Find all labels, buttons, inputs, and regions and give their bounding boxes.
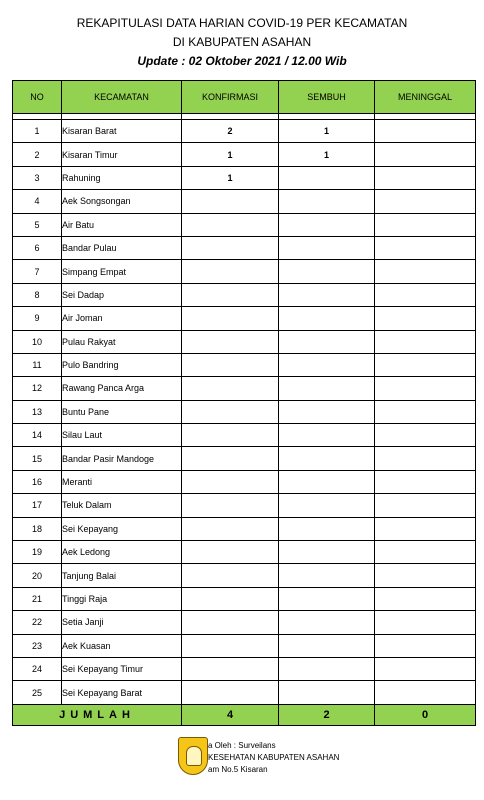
table-row — [13, 236, 476, 259]
table-row — [13, 470, 476, 493]
row-sembuh — [279, 377, 375, 400]
row-no: 5 — [13, 213, 62, 236]
total-row — [13, 704, 476, 725]
table-row — [13, 517, 476, 540]
row-sembuh — [279, 213, 375, 236]
row-no: 17 — [13, 494, 62, 517]
row-sembuh: 1 — [279, 143, 375, 166]
row-no: 24 — [13, 657, 62, 680]
row-kecamatan: Sei Dadap — [62, 283, 182, 306]
row-meninggal — [375, 283, 476, 306]
row-konfirmasi: 1 — [182, 143, 279, 166]
row-kecamatan: Aek Songsongan — [62, 190, 182, 213]
row-konfirmasi — [182, 400, 279, 423]
row-sembuh — [279, 494, 375, 517]
table-row — [13, 120, 476, 143]
table-row — [13, 143, 476, 166]
table-row — [13, 330, 476, 353]
row-sembuh — [279, 611, 375, 634]
row-no: 16 — [13, 470, 62, 493]
row-meninggal — [375, 400, 476, 423]
row-meninggal — [375, 564, 476, 587]
row-sembuh — [279, 634, 375, 657]
table-row — [13, 353, 476, 376]
col-header-meninggal: MENINGGAL — [375, 81, 476, 114]
row-konfirmasi — [182, 213, 279, 236]
row-konfirmasi — [182, 377, 279, 400]
row-sembuh — [279, 190, 375, 213]
row-meninggal — [375, 307, 476, 330]
table-row — [13, 377, 476, 400]
row-no: 3 — [13, 166, 62, 189]
row-kecamatan: Pulo Bandring — [62, 353, 182, 376]
table-row — [13, 587, 476, 610]
row-kecamatan: Sei Kepayang Timur — [62, 657, 182, 680]
row-no: 25 — [13, 681, 62, 704]
col-header-sembuh: SEMBUH — [279, 81, 375, 114]
total-konfirmasi: 4 — [182, 704, 279, 725]
row-konfirmasi — [182, 611, 279, 634]
row-no: 12 — [13, 377, 62, 400]
row-meninggal — [375, 424, 476, 447]
row-no: 6 — [13, 236, 62, 259]
footer-line-2: KESEHATAN KABUPATEN ASAHAN — [208, 753, 340, 762]
row-kecamatan: Tinggi Raja — [62, 587, 182, 610]
row-konfirmasi — [182, 307, 279, 330]
row-konfirmasi — [182, 634, 279, 657]
row-sembuh — [279, 681, 375, 704]
row-kecamatan: Aek Ledong — [62, 541, 182, 564]
row-no: 22 — [13, 611, 62, 634]
table-header-row — [13, 81, 476, 114]
row-no: 14 — [13, 424, 62, 447]
row-konfirmasi: 2 — [182, 120, 279, 143]
row-konfirmasi — [182, 494, 279, 517]
row-no: 18 — [13, 517, 62, 540]
table-row — [13, 541, 476, 564]
row-konfirmasi — [182, 470, 279, 493]
recap-table — [12, 80, 476, 726]
row-meninggal — [375, 517, 476, 540]
row-no: 9 — [13, 307, 62, 330]
table-row — [13, 447, 476, 470]
row-no: 10 — [13, 330, 62, 353]
row-meninggal — [375, 681, 476, 704]
row-meninggal — [375, 143, 476, 166]
row-sembuh — [279, 424, 375, 447]
row-no: 21 — [13, 587, 62, 610]
col-header-konfirmasi: KONFIRMASI — [182, 81, 279, 114]
table-row — [13, 260, 476, 283]
table-row — [13, 657, 476, 680]
table-row — [13, 634, 476, 657]
row-no: 8 — [13, 283, 62, 306]
row-kecamatan: Aek Kuasan — [62, 634, 182, 657]
row-sembuh — [279, 236, 375, 259]
row-kecamatan: Rawang Panca Arga — [62, 377, 182, 400]
row-no: 1 — [13, 120, 62, 143]
table-row — [13, 400, 476, 423]
row-meninggal — [375, 447, 476, 470]
row-no: 20 — [13, 564, 62, 587]
row-kecamatan: Buntu Pane — [62, 400, 182, 423]
row-kecamatan: Kisaran Barat — [62, 120, 182, 143]
row-konfirmasi — [182, 190, 279, 213]
row-sembuh — [279, 307, 375, 330]
row-kecamatan: Rahuning — [62, 166, 182, 189]
row-konfirmasi — [182, 330, 279, 353]
table-row — [13, 681, 476, 704]
row-sembuh — [279, 517, 375, 540]
row-meninggal — [375, 611, 476, 634]
title-line-2: DI KABUPATEN ASAHAN — [172, 35, 312, 49]
row-meninggal — [375, 120, 476, 143]
row-no: 19 — [13, 541, 62, 564]
row-kecamatan: Air Joman — [62, 307, 182, 330]
table-row — [13, 166, 476, 189]
row-konfirmasi: 1 — [182, 166, 279, 189]
row-sembuh — [279, 283, 375, 306]
table-row — [13, 190, 476, 213]
row-sembuh — [279, 541, 375, 564]
row-konfirmasi — [182, 564, 279, 587]
row-meninggal — [375, 587, 476, 610]
row-meninggal — [375, 470, 476, 493]
row-kecamatan: Bandar Pulau — [62, 236, 182, 259]
row-konfirmasi — [182, 681, 279, 704]
row-meninggal — [375, 634, 476, 657]
row-no: 4 — [13, 190, 62, 213]
row-kecamatan: Air Batu — [62, 213, 182, 236]
row-konfirmasi — [182, 447, 279, 470]
title-line-1: REKAPITULASI DATA HARIAN COVID-19 PER KECAMATAN — [76, 16, 408, 30]
row-sembuh — [279, 447, 375, 470]
row-meninggal — [375, 541, 476, 564]
row-sembuh — [279, 353, 375, 376]
row-no: 11 — [13, 353, 62, 376]
row-sembuh — [279, 470, 375, 493]
col-header-kecamatan: KECAMATAN — [62, 81, 182, 114]
row-no: 23 — [13, 634, 62, 657]
row-meninggal — [375, 260, 476, 283]
row-konfirmasi — [182, 236, 279, 259]
footer-line-1: a Oleh : Surveilans — [208, 741, 276, 750]
row-konfirmasi — [182, 260, 279, 283]
row-konfirmasi — [182, 517, 279, 540]
row-sembuh — [279, 166, 375, 189]
row-kecamatan: Teluk Dalam — [62, 494, 182, 517]
row-kecamatan: Meranti — [62, 470, 182, 493]
row-sembuh — [279, 564, 375, 587]
row-sembuh — [279, 330, 375, 353]
asahan-logo-icon — [178, 737, 208, 775]
row-no: 15 — [13, 447, 62, 470]
row-sembuh — [279, 400, 375, 423]
total-meninggal: 0 — [375, 704, 476, 725]
table-row — [13, 494, 476, 517]
row-kecamatan: Silau Laut — [62, 424, 182, 447]
row-konfirmasi — [182, 657, 279, 680]
update-line: Update : 02 Oktober 2021 / 12.00 Wib — [137, 54, 347, 68]
row-meninggal — [375, 213, 476, 236]
row-no: 13 — [13, 400, 62, 423]
row-kecamatan: Kisaran Timur — [62, 143, 182, 166]
row-kecamatan: Tanjung Balai — [62, 564, 182, 587]
row-sembuh — [279, 260, 375, 283]
table-row — [13, 213, 476, 236]
row-meninggal — [375, 330, 476, 353]
row-sembuh — [279, 587, 375, 610]
row-meninggal — [375, 236, 476, 259]
row-konfirmasi — [182, 541, 279, 564]
table-row — [13, 283, 476, 306]
row-kecamatan: Setia Janji — [62, 611, 182, 634]
col-header-no: NO — [13, 81, 62, 114]
row-meninggal — [375, 657, 476, 680]
table-body — [13, 114, 476, 705]
table-row — [13, 564, 476, 587]
row-sembuh: 1 — [279, 120, 375, 143]
row-meninggal — [375, 377, 476, 400]
row-meninggal — [375, 353, 476, 376]
row-meninggal — [375, 166, 476, 189]
row-kecamatan: Sei Kepayang — [62, 517, 182, 540]
row-konfirmasi — [182, 283, 279, 306]
row-konfirmasi — [182, 424, 279, 447]
row-konfirmasi — [182, 353, 279, 376]
table-row — [13, 307, 476, 330]
table-row — [13, 611, 476, 634]
total-sembuh: 2 — [279, 704, 375, 725]
row-meninggal — [375, 494, 476, 517]
total-label: JUMLAH — [13, 704, 182, 725]
row-meninggal — [375, 190, 476, 213]
row-konfirmasi — [182, 587, 279, 610]
row-no: 7 — [13, 260, 62, 283]
row-kecamatan: Pulau Rakyat — [62, 330, 182, 353]
footer-line-3: am No.5 Kisaran — [208, 765, 268, 774]
row-kecamatan: Simpang Empat — [62, 260, 182, 283]
table-row — [13, 424, 476, 447]
row-kecamatan: Bandar Pasir Mandoge — [62, 447, 182, 470]
row-sembuh — [279, 657, 375, 680]
row-no: 2 — [13, 143, 62, 166]
row-kecamatan: Sei Kepayang Barat — [62, 681, 182, 704]
